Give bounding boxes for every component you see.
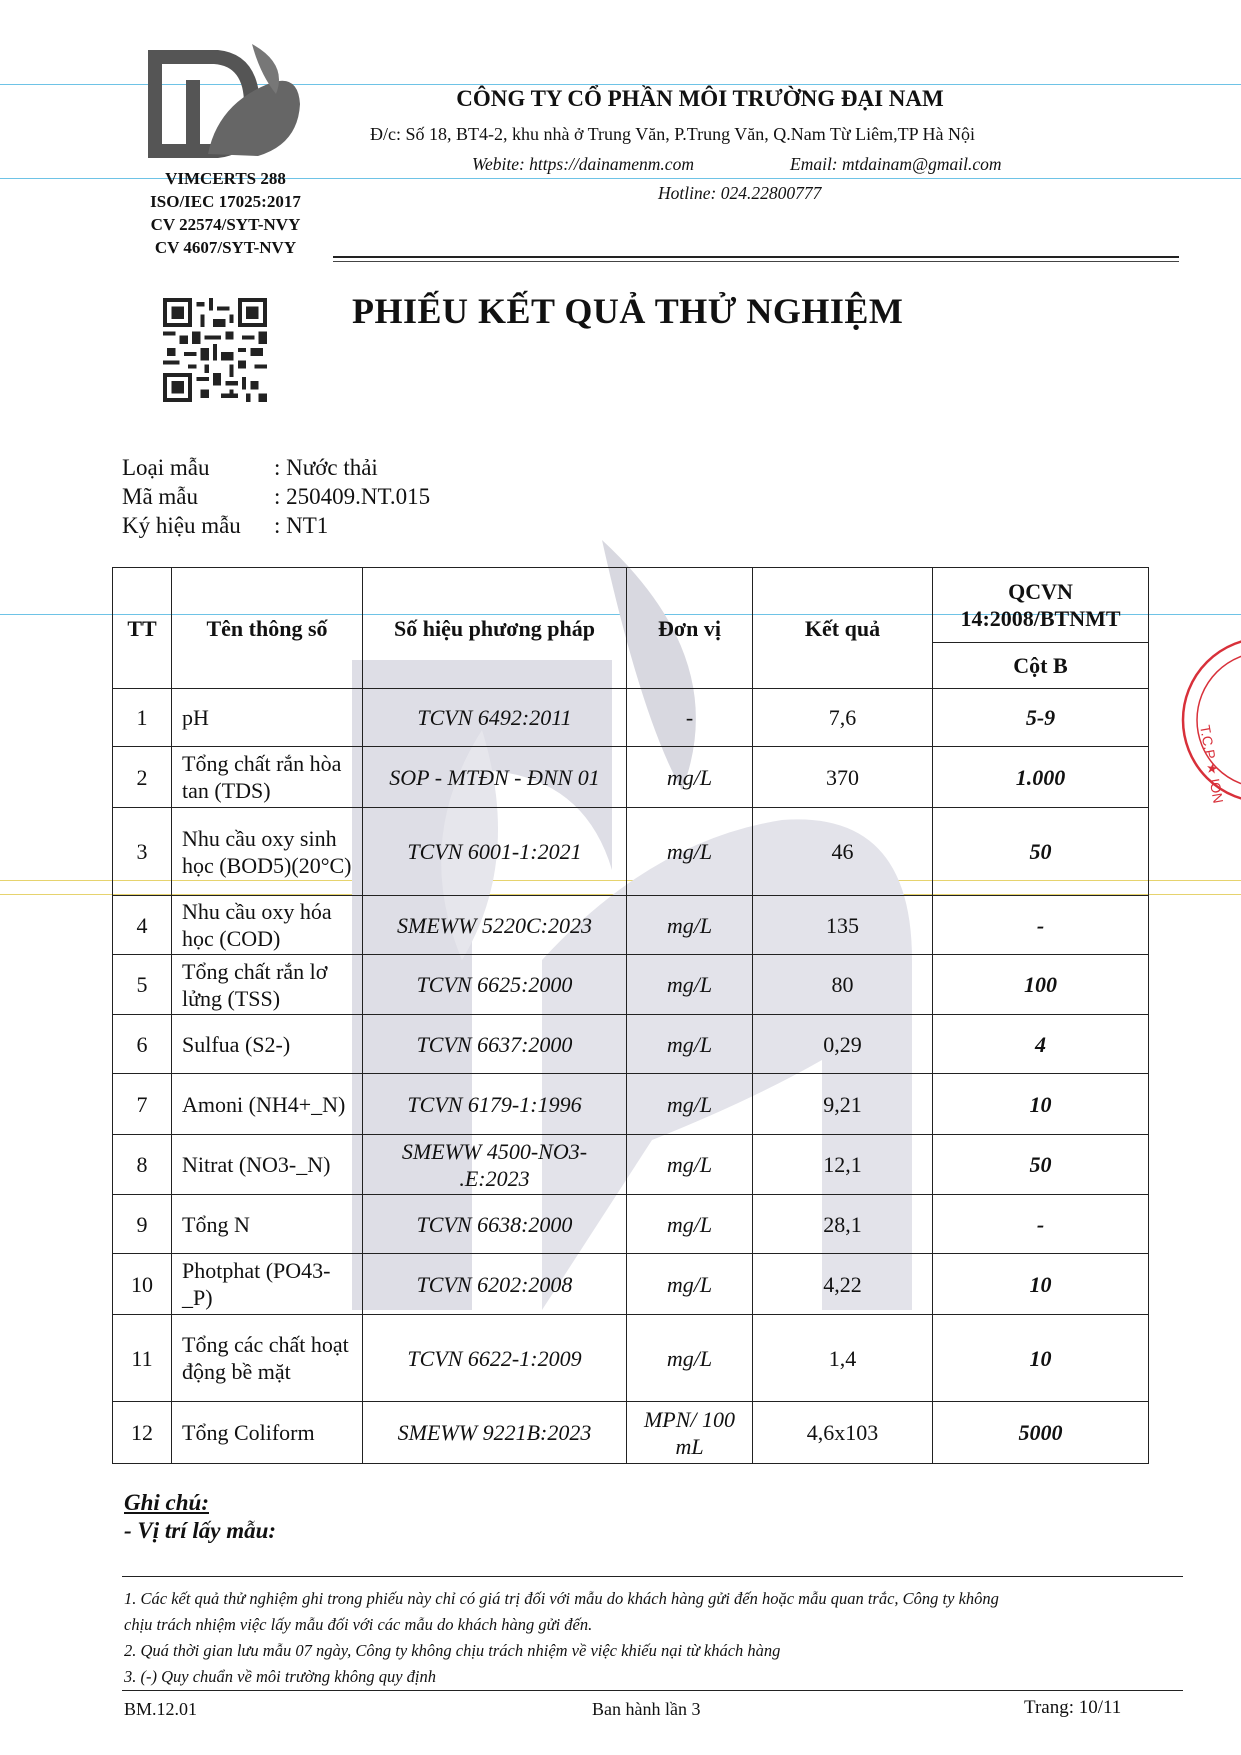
company-website: Webite: https://dainamenm.com [472,154,694,174]
table-row [113,1315,1149,1402]
row-unit: mg/L [627,896,753,955]
header-param: Tên thông số [172,568,363,689]
row-method: SMEWW 9221B:2023 [363,1402,627,1464]
header-rule [333,261,1179,262]
footer-disclaimer-3: 3. (-) Quy chuẩn về môi trường không quy định [124,1667,436,1686]
table-row [113,1015,1149,1074]
row-tt: 10 [113,1254,172,1315]
row-result: 28,1 [753,1195,933,1254]
row-tt: 11 [113,1315,172,1402]
row-param: Amoni (NH4+_N) [172,1074,363,1135]
row-result: 0,29 [753,1015,933,1074]
row-tt: 4 [113,896,172,955]
row-unit: mg/L [627,1315,753,1402]
header-method: Số hiệu phương pháp [363,568,627,689]
row-unit: mg/L [627,1074,753,1135]
table-row [113,747,1149,808]
row-unit: mg/L [627,955,753,1015]
table-row [113,1402,1149,1464]
results-table [112,567,1149,1464]
row-limit: - [933,1195,1149,1254]
row-method: TCVN 6622-1:2009 [363,1315,627,1402]
row-unit: mg/L [627,1135,753,1195]
row-result: 1,4 [753,1315,933,1402]
row-result: 80 [753,955,933,1015]
sample-code-label: Mã mẫu [122,484,199,509]
cert-iso: ISO/IEC 17025:2017 [150,192,301,211]
row-param: Sulfua (S2-) [172,1015,363,1074]
company-name: CÔNG TY CỔ PHẦN MÔI TRƯỜNG ĐẠI NAM [456,86,944,111]
footer-disclaimer-1b: chịu trách nhiệm việc lấy mẫu đối với các mẫu do khách hàng gửi đến. [124,1615,593,1634]
table-row [113,808,1149,896]
cert-vimcerts: VIMCERTS 288 [165,169,286,188]
header-column-b: Cột B [933,643,1149,689]
page-number: Trang: 10/11 [1024,1697,1122,1718]
document-title: PHIẾU KẾT QUẢ THỬ NGHIỆM [352,291,904,331]
row-result: 135 [753,896,933,955]
notes-title: Ghi chú: [124,1490,209,1515]
row-param: Nhu cầu oxy sinh học (BOD5)(20°C) [172,808,363,896]
row-param: Nitrat (NO3-_N) [172,1135,363,1195]
row-tt: 1 [113,689,172,747]
issue-number: Ban hành lần 3 [592,1699,701,1719]
sampling-position: - Vị trí lấy mẫu: [124,1518,277,1543]
row-limit: - [933,896,1149,955]
row-method: SMEWW 4500-NO3- .E:2023 [363,1135,627,1195]
company-stamp [1170,630,1241,810]
row-limit: 4 [933,1015,1149,1074]
row-param: Tổng N [172,1195,363,1254]
row-result: 46 [753,808,933,896]
row-limit: 1.000 [933,747,1149,808]
row-unit: mg/L [627,1254,753,1315]
sample-symbol-label: Ký hiệu mẫu [122,513,241,538]
row-method: TCVN 6001-1:2021 [363,808,627,896]
row-tt: 9 [113,1195,172,1254]
cert-cv-4607: CV 4607/SYT-NVY [154,238,297,257]
row-result: 370 [753,747,933,808]
row-param: Tổng chất rắn lơ lửng (TSS) [172,955,363,1015]
row-tt: 2 [113,747,172,808]
qr-code-icon [163,298,267,402]
cert-cv-22574: CV 22574/SYT-NVY [150,215,301,234]
row-result: 9,21 [753,1074,933,1135]
row-param: Tổng các chất hoạt động bề mặt [172,1315,363,1402]
row-tt: 3 [113,808,172,896]
sample-type-label: Loại mẫu [122,455,210,480]
row-unit: mg/L [627,1015,753,1074]
row-method: SMEWW 5220C:2023 [363,896,627,955]
row-method: SOP - MTĐN - ĐNN 01 [363,747,627,808]
row-param: Nhu cầu oxy hóa học (COD) [172,896,363,955]
row-method: TCVN 6637:2000 [363,1015,627,1074]
stamp-text: T.C.P ★ ION [1197,723,1227,805]
footer-rule [122,1690,1183,1691]
table-row [113,1074,1149,1135]
table-row [113,1195,1149,1254]
row-result: 4,6x103 [753,1402,933,1464]
row-limit: 10 [933,1074,1149,1135]
row-limit: 10 [933,1315,1149,1402]
row-unit: - [627,689,753,747]
header-result: Kết quả [753,568,933,689]
company-hotline: Hotline: 024.22800777 [658,183,822,203]
row-unit: mg/L [627,808,753,896]
row-tt: 5 [113,955,172,1015]
row-tt: 12 [113,1402,172,1464]
sample-symbol-value: : NT1 [274,513,329,538]
header-standard: QCVN 14:2008/BTNMT [933,568,1149,643]
row-limit: 50 [933,808,1149,896]
table-row [113,1254,1149,1315]
sample-code-value: : 250409.NT.015 [274,484,431,509]
row-unit: mg/L [627,747,753,808]
row-unit: MPN/ 100 mL [627,1402,753,1464]
row-method: TCVN 6202:2008 [363,1254,627,1315]
row-param: Photphat (PO43- _P) [172,1254,363,1315]
table-row [113,896,1149,955]
row-param: pH [172,689,363,747]
row-limit: 5000 [933,1402,1149,1464]
table-row [113,955,1149,1015]
footer-rule [122,1576,1183,1577]
form-code: BM.12.01 [124,1699,198,1719]
sample-type-value: : Nước thải [274,455,378,480]
header-unit: Đơn vị [627,568,753,689]
row-param: Tổng chất rắn hòa tan (TDS) [172,747,363,808]
table-row [113,1135,1149,1195]
row-limit: 50 [933,1135,1149,1195]
row-method: TCVN 6638:2000 [363,1195,627,1254]
row-method: TCVN 6492:2011 [363,689,627,747]
row-param: Tổng Coliform [172,1402,363,1464]
row-tt: 6 [113,1015,172,1074]
footer-disclaimer-2: 2. Quá thời gian lưu mẫu 07 ngày, Công ty không chịu trách nhiệm về việc khiếu nại từ khách hàng [124,1641,781,1660]
row-tt: 7 [113,1074,172,1135]
company-address: Đ/c: Số 18, BT4-2, khu nhà ở Trung Văn, P.Trung Văn, Q.Nam Từ Liêm,TP Hà Nội [370,124,975,144]
company-logo [148,44,303,166]
row-method: TCVN 6179-1:1996 [363,1074,627,1135]
table-row [113,689,1149,747]
row-unit: mg/L [627,1195,753,1254]
row-result: 4,22 [753,1254,933,1315]
row-limit: 10 [933,1254,1149,1315]
header-rule [333,256,1179,258]
row-method: TCVN 6625:2000 [363,955,627,1015]
row-result: 7,6 [753,689,933,747]
header-tt: TT [113,568,172,689]
row-tt: 8 [113,1135,172,1195]
row-result: 12,1 [753,1135,933,1195]
row-limit: 100 [933,955,1149,1015]
footer-disclaimer-1: 1. Các kết quả thử nghiệm ghi trong phiếu này chỉ có giá trị đối với mẫu do khách hàng gửi đến hoặc mẫu quan trắc, Công ty không [124,1589,999,1608]
company-email: Email: mtdainam@gmail.com [790,154,1002,174]
row-limit: 5-9 [933,689,1149,747]
